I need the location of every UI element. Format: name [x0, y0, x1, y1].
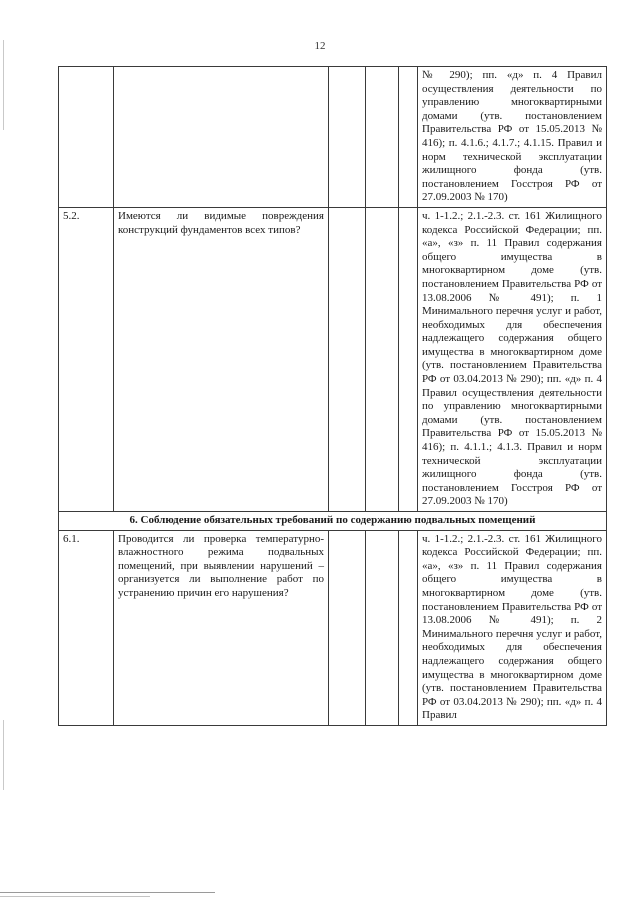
checklist-table: [58, 66, 607, 726]
item-legal-reference: № 290); пп. «д» п. 4 Правил осуществления деятельности по управлению многоквартирными домами (утв. постановлением Правительства РФ от 15.05.2013 № 416); п. 4.1.6.; 4.1.7.; 4.1.15. Правил и норм технической эксплуатации жилищного фонда (утв. постановлением Госстроя РФ от 27.09.2003 № 170): [418, 67, 607, 208]
scan-artifact-line: [0, 892, 215, 893]
answer-na-cell: [399, 530, 418, 725]
answer-no-cell: [366, 67, 399, 208]
item-question: Проводится ли проверка температурно-влажностного режима подвальных помещений, при выявлении нарушений – организуется ли выполнение работ по устранению причин его нарушения?: [114, 530, 329, 725]
item-legal-reference: ч. 1-1.2.; 2.1.-2.3. ст. 161 Жилищного кодекса Российской Федерации; пп. «а», «з» п. 11 Правил содержания общего имущества в многоквартирном доме (утв. постановлением Правительства РФ от 13.08.2006 № 491); п. 2 Минимального перечня услуг и работ, необходимых для обеспечения надлежащего содержания общего имущества в многоквартирном доме (утв. постановлением Правительства РФ от 03.04.2013 № 290); пп. «д» п. 4 Правил: [418, 530, 607, 725]
item-question: Имеются ли видимые повреждения конструкций фундаментов всех типов?: [114, 207, 329, 511]
table-row: [59, 530, 607, 725]
section-header-row: [59, 512, 607, 531]
answer-no-cell: [366, 530, 399, 725]
answer-na-cell: [399, 67, 418, 208]
item-question: [114, 67, 329, 208]
item-number: 6.1.: [59, 530, 114, 725]
table-row: [59, 67, 607, 208]
page-number: 12: [314, 40, 326, 52]
item-number: [59, 67, 114, 208]
answer-no-cell: [366, 207, 399, 511]
table-row: [59, 207, 607, 511]
scan-edge-mark: [3, 40, 4, 130]
section-title: 6. Соблюдение обязательных требований по содержанию подвальных помещений: [59, 512, 607, 531]
answer-yes-cell: [329, 530, 366, 725]
answer-na-cell: [399, 207, 418, 511]
scan-artifact-line: [0, 896, 150, 897]
answer-yes-cell: [329, 207, 366, 511]
answer-yes-cell: [329, 67, 366, 208]
item-legal-reference: ч. 1-1.2.; 2.1.-2.3. ст. 161 Жилищного кодекса Российской Федерации; пп. «а», «з» п. 11 Правил содержания общего имущества в многоквартирном доме (утв. постановлением Правительства РФ от 13.08.2006 № 491); п. 1 Минимального перечня услуг и работ, необходимых для обеспечения надлежащего содержания общего имущества в многоквартирном доме (утв. постановлением Правительства РФ от 03.04.2013 № 290); пп. «д» п. 4 Правил осуществления деятельности по управлению многоквартирными домами (утв. постановлением Правительства РФ от 15.05.2013 № 416); п. 4.1.1.; 4.1.3. Правил и норм технической эксплуатации жилищного фонда (утв. постановлением Госстроя РФ от 27.09.2003 № 170): [418, 207, 607, 511]
item-number: 5.2.: [59, 207, 114, 511]
scan-edge-mark: [3, 720, 4, 790]
